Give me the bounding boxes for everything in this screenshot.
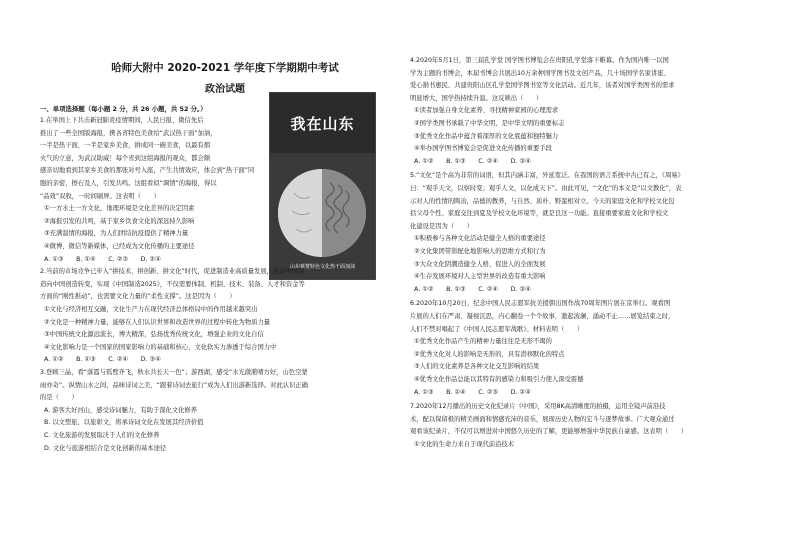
answer-option: ④举办国学图书博览会是促进文化传播的重要手段	[414, 145, 552, 153]
question-stem-line: 感亲切地看到其家乡美食的那张对号入座，产生共情效应，体会到“热干面”同	[40, 167, 255, 175]
answer-option: ①优秀文化作品产生的精神力量往往是无形不竭的	[414, 338, 552, 346]
question-stem-line: 胞的亲密，擦石及人，引发共鸣。这组看似“调情”的海报，得以	[40, 179, 217, 187]
question-block	[40, 115, 265, 266]
question-block	[410, 298, 674, 399]
question-stem-line: 片展的人们在严肃、凝视沉思，内心翻卷一个个故事，激起波澜，涌动不止……展览结束之时，	[410, 312, 675, 320]
answer-choices: A. ①② B. ①③ C. ②④ D. ③④	[44, 356, 161, 364]
question-stem-line: 示对人的性情的陶冶，品德的教养，与自然、质朴、野蛮相对立。今天的家庭文化和学校文化包	[410, 197, 675, 205]
poster-caption-top: 我在山东	[290, 115, 355, 133]
answer-choices: A. ①② B. ①③ C. ②④ D. ③④	[414, 285, 531, 293]
question-stem-line: 造向中国创造转变，实现《中国制造2025》，不仅需要体制、机制、技术、装备、人才和资金等	[40, 280, 305, 288]
answer-option: ②国学类图书承载了中华文明，是中华文明的重要标志	[414, 119, 565, 127]
answer-option: ③中国传统文化源远流长，博大精深，弘扬优秀传统文化，增强企业的文化自信	[44, 331, 264, 339]
answer-option: A. 游客大好河山，感受诗词魅力，有助于深化文化修养	[44, 406, 198, 414]
question-stem-line: 7.2020年12月播出的历史文化纪录片《中国》，采用8K高清晰度的拍摄，运用全镜声前沿技	[410, 403, 666, 411]
answer-option: ①文化的生命力来自于现代前沿技术	[414, 440, 515, 448]
answer-choices: A. ①③ B. ①④ C. ②③ D. ②④	[414, 388, 531, 396]
answer-option: ③优秀文化作品中蕴含着深厚的文化底蕴和独特魅力	[414, 132, 559, 140]
answer-choices: A. ①② B. ①③ C. ②④ D. ③④	[414, 157, 531, 165]
question-stem-line: 的是（ ）	[40, 394, 78, 402]
question-block	[410, 170, 684, 296]
answer-choices: A. ①③ B. ①④ C. ②③ D. ②④	[44, 255, 161, 263]
answer-option: ②文化是一种精神力量，能够在人们认识世界和改造世界的过程中转化为物质力量	[44, 318, 271, 326]
answer-option: ④微博、微信等新媒体，已经成为文化传播的主要途径	[44, 242, 195, 250]
answer-option: ②文化集团带影配化地影响人的思维方式和行为	[414, 247, 546, 255]
question-stem-line: 明显增大，国学热持续升温。这反映出（ ）	[410, 94, 543, 102]
question-stem-line: 化建设是因为（ ）	[410, 222, 473, 230]
shandong-poster-image	[269, 92, 376, 280]
question-stem-line: 推出了一些全国版海报，携各省特色美食给“武汉热干面”加油，	[40, 129, 217, 137]
question-stem-line: 6.2020年10月20日，纪念中国人民志愿军抗美援朝出国作战70周年图片展在京举行。观看图	[410, 300, 671, 308]
question-stem-line: 方面的“刚性推动”，也需要文化力量的“柔性支撑”。这是因为（ ）	[40, 293, 236, 301]
answer-option: ③人们的文化素养是各种文化交互影响的结果	[414, 363, 540, 371]
question-block	[40, 266, 305, 367]
question-stem-line: 观看该纪录片，不仅可以增进对中国悠久历史的了解，更能够增强中华民族自豪感。这表明（ ）	[410, 428, 688, 436]
exam-title: 哈师大附中 2020-2021 学年度下学期期中考试	[111, 62, 339, 74]
question-block	[410, 401, 687, 451]
answer-option: ①读者加强自身文化素养、寻找精神家园的心理需求	[414, 107, 559, 115]
question-block	[40, 367, 308, 455]
answer-option: ④优秀文化作品总能以其特有的感染力和吸引力使人深受震撼	[414, 375, 584, 383]
question-stem-line: 曰：“观乎天文，以察时变；观乎人文，以化成天下”。由此可见，“文化”的本义是“以文教化”，表	[410, 184, 682, 192]
question-stem-line: 爱心捐书惠民、共建贵阳山区孔学堂国学图书室等文化活动。近几年，该者对国学类图书的需求	[410, 82, 675, 90]
question-stem-line: 雨亦奇”。纵情山水之间，品味诗词之美，“跟着诗词去旅行”成为人们出游新选择。对此认识正确	[40, 381, 308, 389]
answer-option: ③大众文化阴潮造健全人格、促进人的全面发展	[414, 260, 546, 268]
answer-option: ①文化与经济相互交融，文化生产力在现代经济总体格局中的作用越来越突出	[44, 305, 258, 313]
answer-option: B. 以文塑旅，以旅彰文，将承诗词文化在发展其经济价值	[44, 419, 204, 427]
question-stem-line: 术，配以保留极的精美画面和情感充沛的音乐，展现历史人物的宏斗与逐梦故事。广大观众通过	[410, 415, 675, 423]
section-heading: 一、单项选择题（每小题 2 分，共 26 小题，共 52 分。）	[40, 105, 207, 113]
question-stem-line: 一半是热干面，一半是家乡美食，拼成同一碗美食，以最有烟	[40, 142, 211, 150]
answer-option: ①一方水土一方文化，地理环境是文化差异的决定因素	[44, 205, 195, 213]
answer-option: ②优秀文化对人的影响是无形的，具有潜移默化的特点	[414, 350, 565, 358]
exam-subject: 政治试题	[205, 84, 245, 95]
answer-option: C. 文化旅游的发展取决于人们的文化修养	[44, 431, 160, 439]
question-stem-line: 3.登顾三晶，看“落霞与孤鹜齐飞，秋水共长天一色”；游西湖，感受“水光潋滟晴方好，山色空蒙	[40, 369, 308, 376]
question-stem-line: 5.“文化”是个高为非常的词语，但其内涵丰富，外延宽泛。在我国的语言系统中古已有之，《周易》	[410, 172, 684, 180]
question-stem-line: 4.2020年5月1日，第三届孔学堂 国学图书博览会在贵阳孔学堂落下帷幕。作为国内唯一以国	[410, 57, 669, 64]
answer-option: D. 文化与旅游相结合是文化创新的基本途径	[44, 444, 167, 452]
question-stem-line: 火气的立意，为武汉助威！每个省到这组海报的观众，都会颇	[40, 154, 211, 162]
question-stem-line: 2.当前的市场竞争已步入“拼技术、拼创新、拼文化”时代，促进制造业高质量发展，推动中国制	[40, 268, 305, 276]
question-stem-line: 学为主题的书博会，本届书博会共展出10万余种国学图书及文创产品，几十场国学名家讲座、	[410, 69, 670, 77]
question-stem-line: 人们不禁对唱起了《中国人民志愿军战歌》。材料表明（ ）	[410, 325, 584, 333]
question-block	[410, 55, 674, 168]
answer-option: ③充满温情的海报，为人们团结抗疫提供了精神力量	[44, 230, 189, 238]
answer-option: ④文化影响力是一个国家的国家影响力的基础和核心，文化软实力渗透于综合国力中	[44, 343, 277, 351]
question-stem-line: 1.在举国上下共击新冠肺炎疫情期间，人民日报、微信先后	[40, 117, 204, 124]
question-stem-line: 括父母个性、家庭交往到夏及学校文化环境等，就是良这一功能。直接重要家庭文化和学校文	[410, 210, 669, 218]
answer-option: ①积极参与各种文化活动是健全人格的重要途径	[414, 235, 546, 243]
poster-caption-bottom: 山东蔡赞特色文化热干面加油	[289, 264, 355, 270]
answer-option: ④生存发展环境对人主型世界的改造有重大影响	[414, 273, 546, 281]
answer-option: ②海报引发的共鸣，基于家乡饮食文化的深远持久影响	[44, 217, 195, 225]
question-stem-line: “品效”双收，一时间刷屏。这表明（ ）	[40, 192, 160, 200]
